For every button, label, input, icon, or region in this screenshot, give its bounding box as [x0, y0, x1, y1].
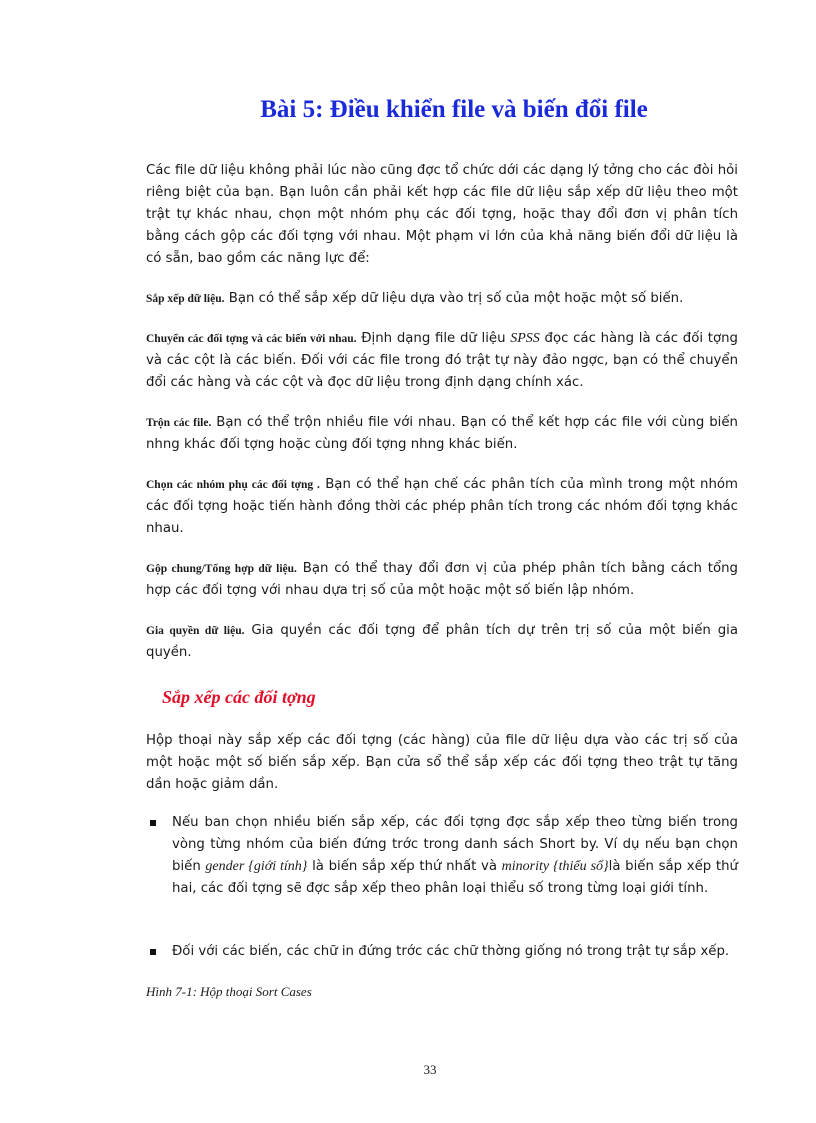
item-text: Định dạng file dữ liệu	[356, 331, 511, 346]
intro-paragraph: Các file dữ liệu không phải lúc nào cũng đợc tổ chức dới các dạng lý tởng cho các đòi hỏi riêng biệt của bạn. Bạn luôn cần phải kết hợp các file dữ liệu sắp xếp dữ liệu theo một trật tự khác nhau, chọn một nhóm phụ các đối tợng, hoặc thay đổi đơn vị phân tích bằng cách gộp các đối tợng với nhau. Một phạm vi lớn của khả năng biến đổi dữ liệu là có sẵn, bao gồm các năng lực để:	[146, 163, 738, 266]
section-intro: Hộp thoại này sắp xếp các đối tợng (các hàng) của file dữ liệu dựa vào các trị số của một hoặc một số biến sắp xếp. Bạn cửa sổ thể sắp xếp các đối tợng theo trật tự tăng dần hoặc giảm dần.	[146, 733, 738, 792]
list-item-aggregate	[146, 558, 738, 602]
bullet-text	[172, 812, 738, 900]
item-text: Bạn có thể hạn chế các phân tích của mình trong một nhóm các đối tợng hoặc tiến hành đồng thời các phép phân tích trong các nhóm đối tợng khác nhau.	[146, 477, 738, 536]
item-lead: Chuyển các đối tợng và các biến với nhau.	[146, 333, 357, 345]
item-lead: Chọn các nhóm phụ các đối tợng .	[146, 479, 320, 491]
item-text: Gia quyền các đối tợng để phân tích dự trên trị số của một biến gia quyền.	[146, 623, 738, 660]
bullet-item	[146, 941, 738, 963]
item-lead: Gộp chung/Tổng hợp dữ liệu.	[146, 563, 297, 575]
square-bullet-icon	[150, 949, 156, 955]
item-lead: Sắp xếp dữ liệu.	[146, 293, 225, 305]
bullet-text-part: là biến sắp xếp thứ hai, các đối tợng sẽ đợc sắp xếp theo phân loại thiểu số trong từng loại giới tính.	[172, 859, 738, 896]
page-title: Bài 5: Điều khiển file và biến đổi file	[260, 96, 648, 123]
list-item-merge-files	[146, 412, 738, 456]
section-heading: Sắp xếp các đối tợng	[162, 687, 316, 707]
figure-caption: Hình 7-1: Hộp thoại Sort Cases	[146, 984, 312, 999]
bullet-emphasis: gender {giới tính}	[205, 859, 308, 874]
list-item-select-subgroups	[146, 474, 738, 540]
item-emphasis: SPSS	[510, 331, 540, 346]
item-text: Bạn có thể trộn nhiều file với nhau. Bạn có thể kết hợp các file với cùng biến nhng khác đối tợng hoặc cùng đối tợng nhng khác biến.	[146, 415, 738, 452]
bullet-emphasis: minority {thiểu số}	[501, 859, 609, 874]
bullet-text: Đối với các biến, các chữ in đứng trớc các chữ thờng giống nó trong trật tự sắp xếp.	[172, 944, 730, 959]
item-text: Bạn có thể thay đổi đơn vị của phép phân tích bằng cách tổng hợp các đối tợng với nhau dựa trị số của một hoặc một số biến lập nhóm.	[146, 561, 738, 598]
list-item-sort-data	[146, 288, 738, 310]
bullet-text-part: là biến sắp xếp thứ nhất và	[307, 859, 502, 874]
square-bullet-icon	[150, 820, 156, 826]
bullet-text-part: Nếu ban chọn nhiều biến sắp xếp, các đối tợng đợc sắp xếp theo từng biến trong vòng từng nhóm của biến đứng trớc trong danh sách Short by. Ví dụ nếu bạn chọn biến	[172, 815, 738, 874]
page-number: 33	[423, 1062, 437, 1077]
item-lead: Trộn các file.	[146, 417, 212, 429]
list-item-transpose	[146, 328, 738, 394]
item-lead: Gia quyền dữ liệu.	[146, 625, 245, 637]
item-text: đọc các hàng là các đối tợng và các cột là các biến. Đối với các file trong đó trật tự này đảo ngợc, bạn có thể chuyển đổi các hàng và các cột và đọc dữ liệu trong định dạng chính xác.	[146, 331, 738, 390]
item-text: Bạn có thể sắp xếp dữ liệu dựa vào trị số của một hoặc một số biến.	[224, 291, 684, 306]
list-item-weight	[146, 620, 738, 664]
bullet-item	[146, 812, 738, 900]
